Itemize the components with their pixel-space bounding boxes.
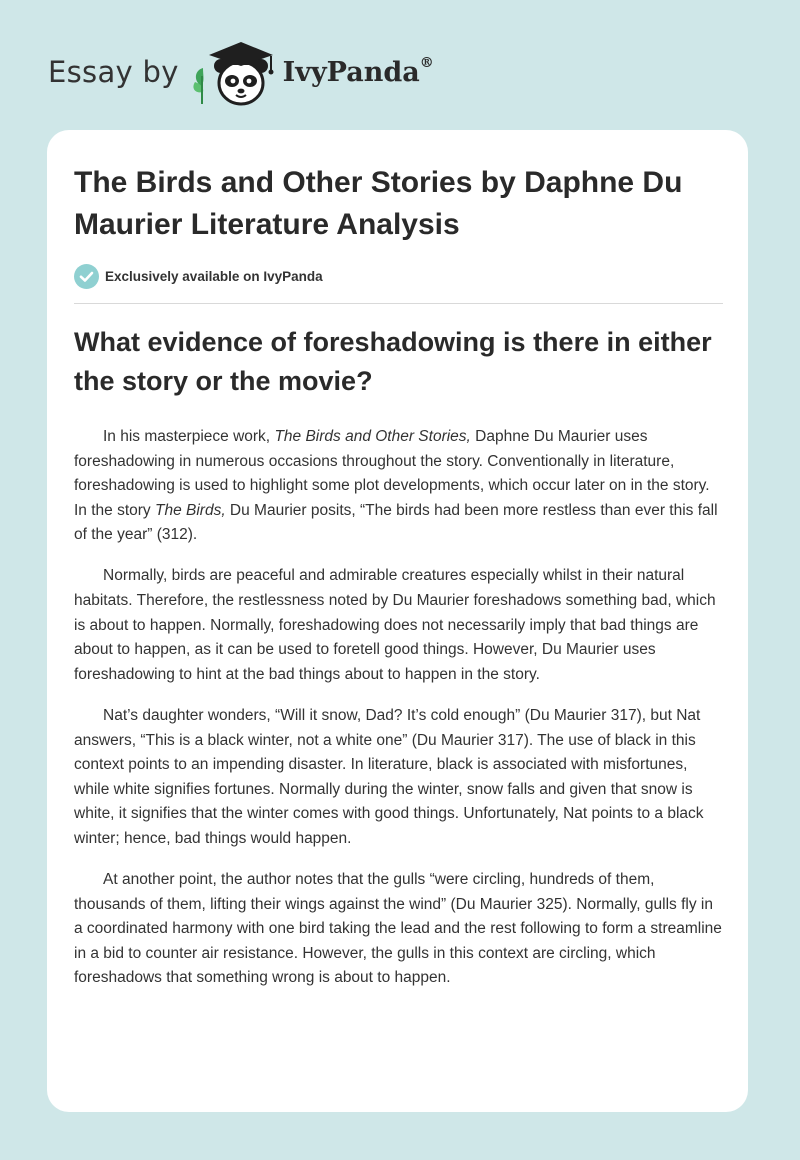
brand-name-text: IvyPanda (282, 56, 420, 88)
exclusive-badge-text: Exclusively available on IvyPanda (105, 269, 323, 284)
story-title: The Birds, (154, 501, 226, 519)
article-title: The Birds and Other Stories by Daphne Du Maurier Literature Analysis (74, 166, 683, 241)
section-heading: What evidence of foreshadowing is there in either the story or the movie? (74, 327, 712, 396)
divider (74, 303, 723, 304)
article-body (74, 425, 724, 1007)
paragraph-text: Daphne Du Maurier uses foreshadowing in numerous occasions throughout the story. Conventionally in literature, foreshadowing is used to highlight some plot developments, which occur later on in the story. In the story (74, 428, 710, 519)
registered-mark: ® (419, 54, 434, 71)
check-circle-icon (74, 264, 99, 289)
paragraph-text: Du Maurier posits, “The birds had been more restless than ever this fall of the year” (312). (74, 501, 718, 544)
panda-graduate-icon (191, 36, 279, 108)
brand-header (48, 36, 434, 108)
paragraph: Nat’s daughter wonders, “Will it snow, Dad? It’s cold enough” (Du Maurier 317), but Nat answers, “This is a black winter, not a white one” (Du Maurier 317). The use of black in this context points to an impending disaster. In literature, black is associated with misfortunes, while white signifies fortunes. Normally during the winter, snow falls and given that snow is white, it signifies that the winter comes with good things. Unfortunately, Nat points to a black winter; hence, bad things would happen. (74, 706, 704, 847)
exclusive-badge (74, 264, 323, 289)
book-title: The Birds and Other Stories, (274, 428, 471, 445)
paragraph (74, 425, 724, 548)
paragraph: At another point, the author notes that the gulls “were circling, hundreds of them, thousands of them, lifting their wings against the wind” (Du Maurier 325). Normally, gulls fly in a coordinated harmony with one bird taking the lead and the rest following to form a streamline in a bid to counter air resistance. However, the gulls in this context are circling, which foreshadows that something wrong is about to happen. (74, 871, 722, 987)
brand-name (282, 54, 434, 88)
essay-by-label: Essay by (48, 55, 179, 89)
paragraph-text: In his masterpiece work, (103, 428, 275, 445)
paragraph: Normally, birds are peaceful and admirable creatures especially whilst in their natural habitats. Therefore, the restlessness noted by Du Maurier foreshadows something bad, which is about to happen. Normally, foreshadowing does not necessarily imply that bad things are about to happen, as it can be used to foretell good things. However, Du Maurier uses foreshadowing to hint at the bad things about to happen in the story. (74, 567, 716, 683)
article-card (47, 130, 748, 1112)
